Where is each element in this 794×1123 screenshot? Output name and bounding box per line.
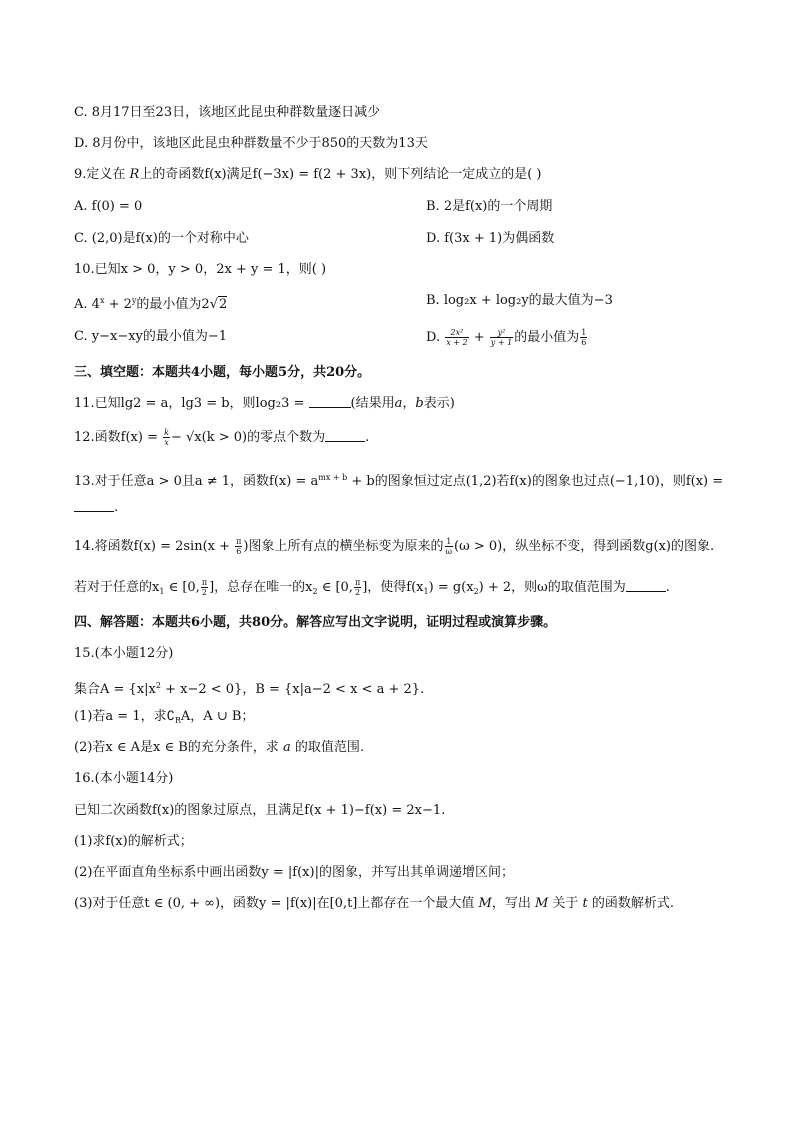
q10-a-part3: 的最小值为2 — [136, 297, 210, 312]
q14-part6: ]，总存在唯一的x — [209, 580, 313, 595]
q8-option-c — [74, 104, 380, 122]
q13-part1: 13.对于任意a > 0且a ≠ 1，函数f(x) = a — [74, 474, 319, 489]
q14-sub2: 2 — [312, 587, 318, 596]
q15-l3-part2: 的取值范围. — [290, 740, 364, 755]
q14-frac1-den: 6 — [236, 547, 242, 556]
q16-l4-part2: ，写出 — [491, 896, 535, 911]
q14-part7: ∈ [0, — [317, 580, 353, 595]
q9-option-a: A. f(0) = 0 — [74, 199, 143, 214]
q15-line3 — [74, 739, 364, 757]
q16-heading-text: 16.(本小题14分) — [74, 771, 174, 786]
q9-options-row1 — [74, 198, 553, 216]
q13-part2: + b的图象恒过定点(1,2)若f(x)的图象也过点(−1,10)，则f(x) = — [347, 474, 724, 489]
q10-d-frac3-num: 1 — [581, 328, 587, 337]
q10-stem — [74, 261, 326, 279]
q14-sub1: 1 — [159, 587, 165, 596]
q15-l2-part1: (1)若a = 1，求∁ — [74, 709, 175, 724]
q16-heading — [74, 770, 173, 788]
q14-frac3 — [201, 578, 208, 597]
q14-frac2-den: ω — [445, 547, 453, 556]
q14-part9: ) = g(x — [428, 580, 474, 595]
q12-part2: − √x(k > 0)的零点个数为 — [170, 430, 326, 445]
q15-l2-sub: R — [174, 716, 181, 725]
q14-frac2 — [445, 537, 454, 556]
q14-part10: ) + 2，则ω的取值范围为 — [478, 580, 626, 595]
q10-d-part1: D. — [426, 330, 445, 345]
q15-l1-sup: 2 — [155, 681, 161, 690]
q8-option-c-text: C. 8月17日至23日，该地区此昆虫种群数量逐日减少 — [74, 105, 381, 120]
q16-line1-text: 已知二次函数f(x)的图象过原点，且满足f(x + 1)−f(x) = 2x−1. — [74, 803, 446, 818]
q13-answer-blank — [74, 499, 114, 512]
q14-part1: 14.将函数f(x) = 2sin(x + — [74, 539, 235, 554]
q12-part1: 12.函数f(x) = — [74, 430, 163, 445]
q14-answer-blank — [626, 579, 666, 592]
q10-option-d — [426, 328, 588, 347]
q13-exponent: mx + b — [318, 473, 348, 482]
q10-options-row2 — [74, 328, 587, 347]
q10-d-frac1 — [445, 328, 468, 347]
q16-l4-var-t: t — [582, 896, 588, 911]
q16-l4-part1: (3)对于任意t ∈ (0, + ∞)，函数y = |f(x)|在[0,t]上都存在一个最大值 — [74, 896, 479, 911]
q16-line4 — [74, 895, 674, 913]
q12-frac — [163, 428, 170, 447]
q13-period: . — [114, 500, 119, 515]
q12 — [74, 428, 369, 447]
q11-part1: 11.已知lg2 = a，lg3 = b，则log₂3 = — [74, 396, 309, 411]
q10-options-row1 — [74, 292, 613, 314]
q10-d-frac2-den: y + 1 — [490, 338, 513, 347]
q12-period: . — [365, 430, 370, 445]
q10-stem-text: 10.已知x > 0，y > 0，2x + y = 1，则( ) — [74, 262, 327, 277]
q14-frac3-den: 2 — [201, 588, 207, 597]
q13-line2 — [74, 499, 118, 517]
q9-stem-r: R — [129, 167, 140, 182]
q13-line1 — [74, 469, 723, 491]
q16-l4-part4: 的函数解析式. — [587, 896, 675, 911]
q10-d-plus: + — [469, 330, 489, 345]
q16-l4-part3: 关于 — [548, 896, 583, 911]
q10-option-c: C. y−x−xy的最小值为−1 — [74, 329, 228, 344]
q14-part4: 若对于任意的x — [74, 580, 160, 595]
q10-d-frac2-num: y² — [490, 328, 513, 338]
q15-l1-part2: + x−2 < 0}，B = {x|a−2 < x < a + 2}. — [160, 682, 425, 697]
q9-stem-a: 9.定义在 — [74, 167, 130, 182]
q16-line3-text: (2)在平面直角坐标系中画出函数y = |f(x)|的图象，并写出其单调递增区间； — [74, 865, 514, 880]
q16-line2-text: (1)求f(x)的解析式； — [74, 834, 193, 849]
q14-part3: (ω > 0)，纵坐标不变，得到函数g(x)的图象. — [454, 539, 715, 554]
q12-answer-blank — [325, 429, 365, 442]
q10-a-sup1: x — [99, 296, 105, 305]
q14-frac2-num: 1 — [446, 537, 452, 546]
q10-a-part2: + 2 — [104, 297, 132, 312]
q11-part3: 表示) — [423, 396, 455, 411]
q16-line2 — [74, 833, 193, 851]
q9-option-d: D. f(3x + 1)为偶函数 — [426, 231, 555, 246]
q12-frac-num: k — [164, 428, 169, 437]
q15-line1 — [74, 677, 424, 699]
q11-comma: ， — [402, 396, 416, 411]
q10-a-part1: A. 4 — [74, 297, 100, 312]
q9-option-b: B. 2是f(x)的一个周期 — [426, 199, 553, 214]
q10-a-sup2: y — [131, 296, 137, 305]
section-3-title-text: 三、填空题：本题共4小题，每小题5分，共20分。 — [74, 365, 371, 380]
q10-d-frac3 — [580, 328, 587, 347]
q10-a-sqrt: 2 — [219, 297, 228, 312]
q14-frac4-den: 2 — [355, 588, 361, 597]
q11 — [74, 395, 455, 413]
q11-var-b: b — [415, 396, 424, 411]
q14-sub3: 1 — [423, 587, 429, 596]
q15-heading — [74, 645, 173, 663]
q16-line3 — [74, 864, 514, 882]
q10-option-a: A. $4^x + 2^y$的最小值为2√2 — [74, 296, 228, 312]
q14-part2: )图象上所有点的横坐标变为原来的 — [243, 539, 444, 554]
q14-frac1-num: π — [236, 537, 242, 546]
q11-var-a: a — [394, 396, 403, 411]
q14-frac4 — [354, 578, 361, 597]
q9-stem-b: 上的奇函数f(x)满足f(−3x) = f(2 + 3x)，则下列结论一定成立的是( ) — [139, 167, 542, 182]
q12-frac-den: x — [164, 438, 169, 447]
q9-stem — [74, 166, 542, 184]
q14-part8: ]，使得f(x — [362, 580, 424, 595]
q15-line2 — [74, 708, 254, 730]
q14-frac4-num: π — [354, 578, 361, 587]
q10-d-frac3-den: 6 — [581, 338, 587, 347]
section-4-title — [74, 614, 556, 632]
q14-frac3-num: π — [201, 578, 208, 587]
q14-frac1 — [235, 537, 242, 556]
q16-l4-var-m1: M — [478, 896, 492, 911]
q15-heading-text: 15.(本小题12分) — [74, 646, 174, 661]
q10-d-frac1-den: x + 2 — [446, 338, 468, 347]
q11-answer-blank — [309, 395, 351, 408]
q8-option-d — [74, 135, 428, 153]
q10-d-part2: 的最小值为 — [514, 330, 580, 345]
q14-line1 — [74, 537, 714, 556]
q15-l3-var: a — [282, 740, 291, 755]
q14-line2 — [74, 578, 670, 601]
q15-l1-part1: 集合A = {x|x — [74, 682, 156, 697]
q10-d-frac1-num: 2x² — [445, 328, 468, 338]
q14-part5: ∈ [0, — [164, 580, 200, 595]
q10-d-frac2 — [490, 328, 513, 347]
q14-sub4: 2 — [473, 587, 479, 596]
q15-l3-part1: (2)若x ∈ A是x ∈ B的充分条件，求 — [74, 740, 283, 755]
section-3-title — [74, 364, 370, 382]
q9-options-row2 — [74, 230, 555, 248]
section-4-title-text: 四、解答题：本题共6小题，共80分。解答应写出文字说明，证明过程或演算步骤。 — [74, 615, 557, 630]
q15-l2-part2: A，A ∪ B； — [180, 709, 255, 724]
q9-option-c: C. (2,0)是f(x)的一个对称中心 — [74, 231, 249, 246]
q16-line1 — [74, 802, 445, 820]
q8-option-d-text: D. 8月份中，该地区此昆虫种群数量不少于850的天数为13天 — [74, 136, 428, 151]
q16-l4-var-m2: M — [534, 896, 549, 911]
q11-part2: (结果用 — [350, 396, 395, 411]
q14-period: . — [665, 580, 670, 595]
q10-option-b: B. log₂x + log₂y的最大值为−3 — [426, 293, 613, 308]
